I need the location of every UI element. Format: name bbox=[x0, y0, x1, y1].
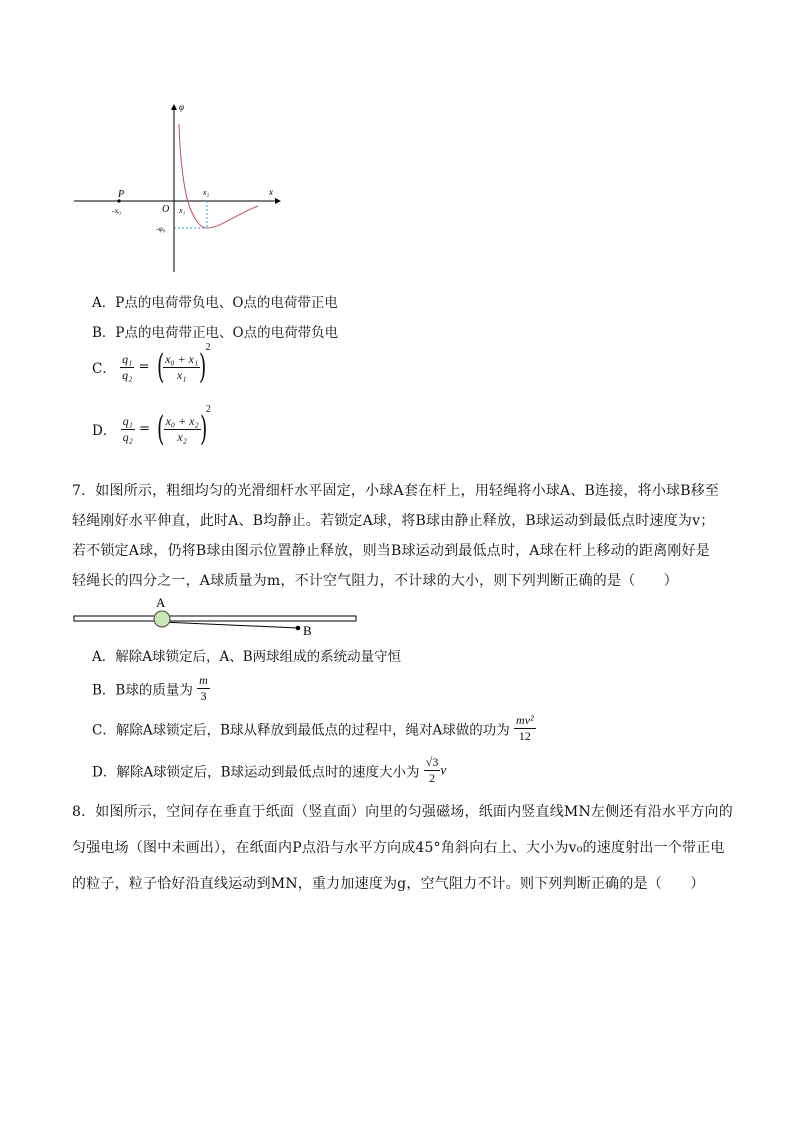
ratio-denominator-d: q₂ bbox=[122, 429, 133, 444]
b-mass-den: 3 bbox=[200, 689, 207, 703]
speed-num: √3 bbox=[425, 755, 439, 769]
q7-option-a[interactable]: A．解除A球锁定后，A、B两球组成的系统动量守恒 bbox=[92, 649, 402, 665]
x-axis-label: x bbox=[269, 187, 273, 197]
q7-option-b[interactable] bbox=[92, 673, 210, 709]
potential-curve bbox=[179, 124, 258, 228]
work-den: 12 bbox=[518, 729, 531, 743]
charge-ratio bbox=[120, 352, 134, 383]
q7-stem-line2: 轻绳刚好水平伸直，此时A、B均静止。若锁定A球，将B球由静止释放，B球运动到最低点时速度为v； bbox=[72, 513, 715, 529]
neg-x0-label: -x₀ bbox=[112, 206, 121, 215]
q7-stem-line3: 若不锁定A球，仍将B球由图示位置静止释放，则当B球运动到最低点时，A球在杆上移动的距离刚好是 bbox=[72, 543, 710, 559]
q6-option-a[interactable]: A．P点的电荷带负电、O点的电荷带正电 bbox=[92, 295, 338, 311]
x-axis-arrow bbox=[275, 198, 281, 204]
q7-option-d[interactable] bbox=[92, 755, 446, 791]
work-num: mv² bbox=[516, 713, 534, 727]
c-inner-den: x₁ bbox=[176, 367, 187, 382]
speed-fraction bbox=[424, 755, 441, 786]
phi-axis-label: φ bbox=[179, 102, 184, 112]
q7-option-c-text: C．解除A球锁定后，B球从释放到最低点的过程中，绳对A球做的功为 bbox=[92, 722, 510, 739]
q8-stem-line2: 匀强电场（图中未画出），在纸面内P点沿与水平方向成45°角斜向右上、大小为v₀的速度射出一个带正电 bbox=[72, 840, 725, 856]
o-label: O bbox=[162, 204, 170, 215]
phi-axis-arrow bbox=[171, 104, 177, 110]
ratio-denominator: q₂ bbox=[122, 367, 133, 382]
q7-option-d-text: D．解除A球锁定后，B球运动到最低点时的速度大小为 bbox=[92, 764, 420, 781]
q6-option-d-label: D． bbox=[92, 423, 117, 439]
q6-option-d[interactable]: D． $\frac{\text{q₁}}{\text{q₂}}$ = ( $\frac{\text{x₀ + x₂}}{\text{x₂}}$ )$^2$ bbox=[92, 404, 211, 449]
rod-ball-figure bbox=[70, 594, 370, 640]
p-label: P bbox=[118, 189, 125, 200]
q8-stem-line3: 的粒子，粒子恰好沿直线运动到MN，重力加速度为g，空气阻力不计。则下列判断正确的是（ ） bbox=[72, 876, 705, 892]
potential-graph bbox=[70, 100, 285, 278]
ball-b-label: B bbox=[303, 623, 312, 638]
d-inner-num: x₀ + x₂ bbox=[165, 413, 199, 428]
q7-stem-line4: 轻绳长的四分之一，A球质量为m，不计空气阻力，不计球的大小，则下列判断正确的是（ ） bbox=[72, 573, 678, 589]
c-inner-fraction bbox=[163, 352, 200, 383]
ball-a-label: A bbox=[156, 595, 166, 610]
q7-stem-line1: 7．如图所示，粗细均匀的光滑细杆水平固定，小球A套在杆上，用轻绳将小球A、B连接，将小球B移至 bbox=[72, 483, 720, 499]
ball-b bbox=[296, 626, 301, 631]
d-inner-den: x₂ bbox=[177, 429, 187, 444]
b-mass-num: m bbox=[199, 673, 208, 687]
q7-option-c[interactable] bbox=[92, 713, 536, 749]
neg-phi0-label: -φ₀ bbox=[156, 224, 166, 233]
q6-option-b[interactable]: B．P点的电荷带正电、O点的电荷带负电 bbox=[92, 325, 339, 341]
d-inner-fraction bbox=[164, 414, 201, 445]
x2-label: x₂ bbox=[203, 188, 210, 197]
c-inner-num: x₀ + x₁ bbox=[165, 351, 199, 366]
ratio-numerator: q₁ bbox=[122, 351, 133, 366]
charge-ratio-d bbox=[121, 414, 135, 445]
b-mass-fraction bbox=[197, 673, 210, 704]
speed-v: v bbox=[440, 762, 447, 778]
c-power: 2 bbox=[205, 342, 211, 353]
q6-option-c-label: C． bbox=[92, 361, 116, 377]
work-fraction bbox=[514, 713, 536, 744]
ratio-numerator-d: q₁ bbox=[122, 413, 133, 428]
ball-a bbox=[154, 611, 170, 627]
d-power: 2 bbox=[205, 404, 211, 415]
q8-stem-line1: 8．如图所示，空间存在垂直于纸面（竖直面）向里的匀强磁场，纸面内竖直线MN左侧还有沿水平方向的 bbox=[72, 804, 733, 820]
speed-den: 2 bbox=[429, 771, 436, 785]
light-rope bbox=[162, 622, 298, 628]
x1-label: x₁ bbox=[179, 206, 186, 215]
q6-option-c[interactable]: C． $\frac{\text{q₁}}{\text{q₂}}$ = ( $\frac{\text{x₀ + x₁}}{\text{x₁}}$ )$^2$ bbox=[92, 342, 211, 387]
horizontal-rod bbox=[74, 616, 356, 621]
q7-option-b-text: B．B球的质量为 bbox=[92, 682, 193, 699]
